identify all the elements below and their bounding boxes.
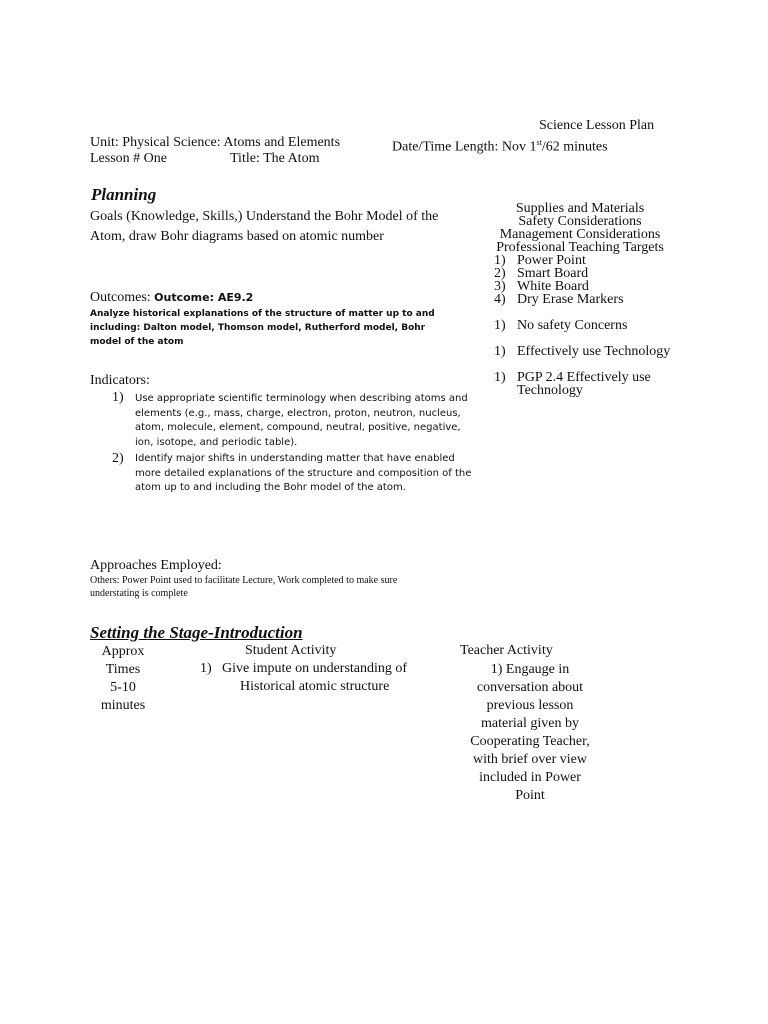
student-activity-header: Student Activity xyxy=(245,643,337,658)
supplies-heading: Supplies and Materials xyxy=(515,201,645,216)
outcome-code: Outcome: AE9.2 xyxy=(154,291,254,304)
date-prefix: Date/Time Length: Nov 1 xyxy=(392,139,537,155)
teacher-line-4: material given by xyxy=(481,716,579,731)
outcomes-label: Outcomes: xyxy=(90,290,155,305)
teacher-line-7: included in Power xyxy=(479,770,581,785)
indicator-2-number: 2) xyxy=(112,451,124,466)
times-line-2: Times xyxy=(105,662,141,677)
document-title: Science Lesson Plan xyxy=(539,118,655,133)
outcome-description xyxy=(90,307,435,349)
times-line-3: 5-10 xyxy=(110,680,136,695)
indicator-1-text: Use appropriate scientific terminology when describing atoms and elements (e.g., mass, charge, electron, proton, neutron, nucleus, atom, molecule, element, compound, neutral, positive, negative, ion, isotope, and periodic table). xyxy=(135,393,468,448)
outcome-desc-line-2: including: Dalton model, Thomson model, Rutherford model, Bohr xyxy=(90,323,426,333)
student-item-number: 1) xyxy=(200,661,212,676)
lesson-title: Title: The Atom xyxy=(230,151,320,166)
stage-heading: Setting the Stage-Introduction xyxy=(90,623,303,642)
times-line-1: Approx xyxy=(101,644,145,659)
times-line-4: minutes xyxy=(100,698,146,713)
indicators-label: Indicators: xyxy=(90,373,150,388)
management-heading: Management Considerations xyxy=(499,227,661,242)
targets-heading: Professional Teaching Targets xyxy=(496,240,664,255)
safety-heading: Safety Considerations xyxy=(518,214,642,229)
date-suffix: /62 minutes xyxy=(541,139,608,155)
outcomes-line xyxy=(90,290,253,306)
teacher-line-1: 1) Engauge in xyxy=(490,662,570,677)
indicator-1-number: 1) xyxy=(112,390,124,405)
sidebar-headings xyxy=(480,202,680,254)
outcome-desc-line-1: Analyze historical explanations of the structure of matter up to and xyxy=(90,309,435,319)
teacher-activity-text xyxy=(455,661,605,805)
teacher-line-3: previous lesson xyxy=(486,698,574,713)
teacher-line-5: Cooperating Teacher, xyxy=(470,734,590,749)
student-item-line-1: Give impute on understanding of xyxy=(222,661,408,676)
goals-line-1: Goals (Knowledge, Skills,) Understand the Bohr Model of the xyxy=(90,209,439,224)
indicator-2-text: Identify major shifts in understanding matter that have enabled more detailed explanations of the structure and composition of the atom up to and including the Bohr model of the atom. xyxy=(135,453,472,493)
approaches-line-1: Others: Power Point used to facilitate Lecture, Work completed to make sure xyxy=(90,575,398,586)
planning-heading: Planning xyxy=(91,185,157,204)
lesson-number: Lesson # One xyxy=(90,151,167,166)
unit-line: Unit: Physical Science: Atoms and Elements xyxy=(90,135,341,150)
teacher-activity-header: Teacher Activity xyxy=(460,643,553,658)
date-line xyxy=(392,135,608,156)
approaches-label: Approaches Employed: xyxy=(90,558,222,573)
teacher-line-6: with brief over view xyxy=(473,752,587,767)
times-column xyxy=(92,643,154,715)
teacher-line-8: Point xyxy=(515,788,545,803)
date-superscript: st xyxy=(536,138,542,147)
student-item-line-2: Historical atomic structure xyxy=(240,679,390,694)
goals-line-2: Atom, draw Bohr diagrams based on atomic number xyxy=(90,229,384,244)
outcome-desc-line-3: model of the atom xyxy=(90,337,184,347)
approaches-text xyxy=(90,575,397,600)
goals-text xyxy=(90,207,438,247)
approaches-line-2: understating is complete xyxy=(90,587,188,599)
teacher-line-2: conversation about xyxy=(476,680,584,695)
